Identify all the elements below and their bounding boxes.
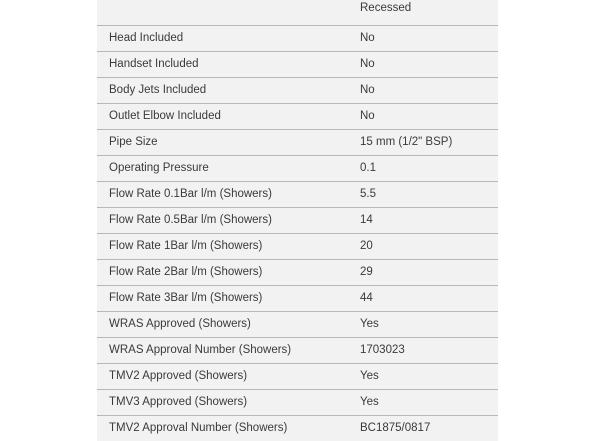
spec-value: 29 — [360, 266, 373, 278]
spec-label: WRAS Approval Number (Showers) — [109, 344, 292, 356]
spec-value: Recessed — [360, 2, 412, 14]
spec-label: Flow Rate 0.5Bar l/m (Showers) — [109, 214, 272, 226]
spec-value: No — [360, 32, 375, 44]
spec-value: 0.1 — [360, 162, 376, 174]
spec-label: TMV2 Approved (Showers) — [109, 370, 248, 382]
spec-row-tmv3-approved — [97, 390, 498, 416]
spec-value: Yes — [360, 318, 379, 330]
spec-label: Head Included — [109, 32, 184, 44]
spec-table — [97, 0, 498, 441]
spec-value: BC1875/0817 — [360, 422, 431, 434]
spec-label: Pipe Size — [109, 136, 158, 148]
spec-row-flow-rate-1bar — [97, 234, 498, 260]
spec-label: Outlet Elbow Included — [109, 110, 221, 122]
spec-value: 15 mm (1/2" BSP) — [360, 136, 453, 148]
spec-label: Operating Pressure — [109, 162, 209, 174]
spec-row-flow-rate-3bar — [97, 286, 498, 312]
spec-value: 14 — [360, 214, 373, 226]
spec-value: Yes — [360, 370, 379, 382]
spec-value: No — [360, 58, 375, 70]
spec-row-flow-rate-2bar — [97, 260, 498, 286]
spec-label: TMV2 Approval Number (Showers) — [109, 422, 288, 434]
spec-row-flow-rate-0-1bar — [97, 182, 498, 208]
spec-label: Handset Included — [109, 58, 199, 70]
spec-row-wras-approval-number — [97, 338, 498, 364]
spec-row-pipe-size — [97, 130, 498, 156]
spec-row-wras-approved — [97, 312, 498, 338]
spec-value: No — [360, 84, 375, 96]
spec-label: Flow Rate 3Bar l/m (Showers) — [109, 292, 263, 304]
spec-row-mounting — [97, 0, 498, 26]
spec-label: Flow Rate 1Bar l/m (Showers) — [109, 240, 263, 252]
spec-label: WRAS Approved (Showers) — [109, 318, 251, 330]
spec-label: Flow Rate 2Bar l/m (Showers) — [109, 266, 263, 278]
spec-row-handset-included — [97, 52, 498, 78]
spec-label: Flow Rate 0.1Bar l/m (Showers) — [109, 188, 272, 200]
spec-value: Yes — [360, 396, 379, 408]
spec-row-flow-rate-0-5bar — [97, 208, 498, 234]
spec-value: 20 — [360, 240, 373, 252]
spec-value: 44 — [360, 292, 373, 304]
spec-row-outlet-elbow-included — [97, 104, 498, 130]
spec-value: No — [360, 110, 375, 122]
spec-row-head-included — [97, 26, 498, 52]
spec-row-body-jets-included — [97, 78, 498, 104]
spec-row-operating-pressure — [97, 156, 498, 182]
spec-value: 1703023 — [360, 344, 405, 356]
spec-label: Body Jets Included — [109, 84, 207, 96]
spec-row-tmv2-approval-number — [97, 416, 498, 441]
spec-value: 5.5 — [360, 188, 376, 200]
spec-row-tmv2-approved — [97, 364, 498, 390]
spec-label: TMV3 Approved (Showers) — [109, 396, 248, 408]
